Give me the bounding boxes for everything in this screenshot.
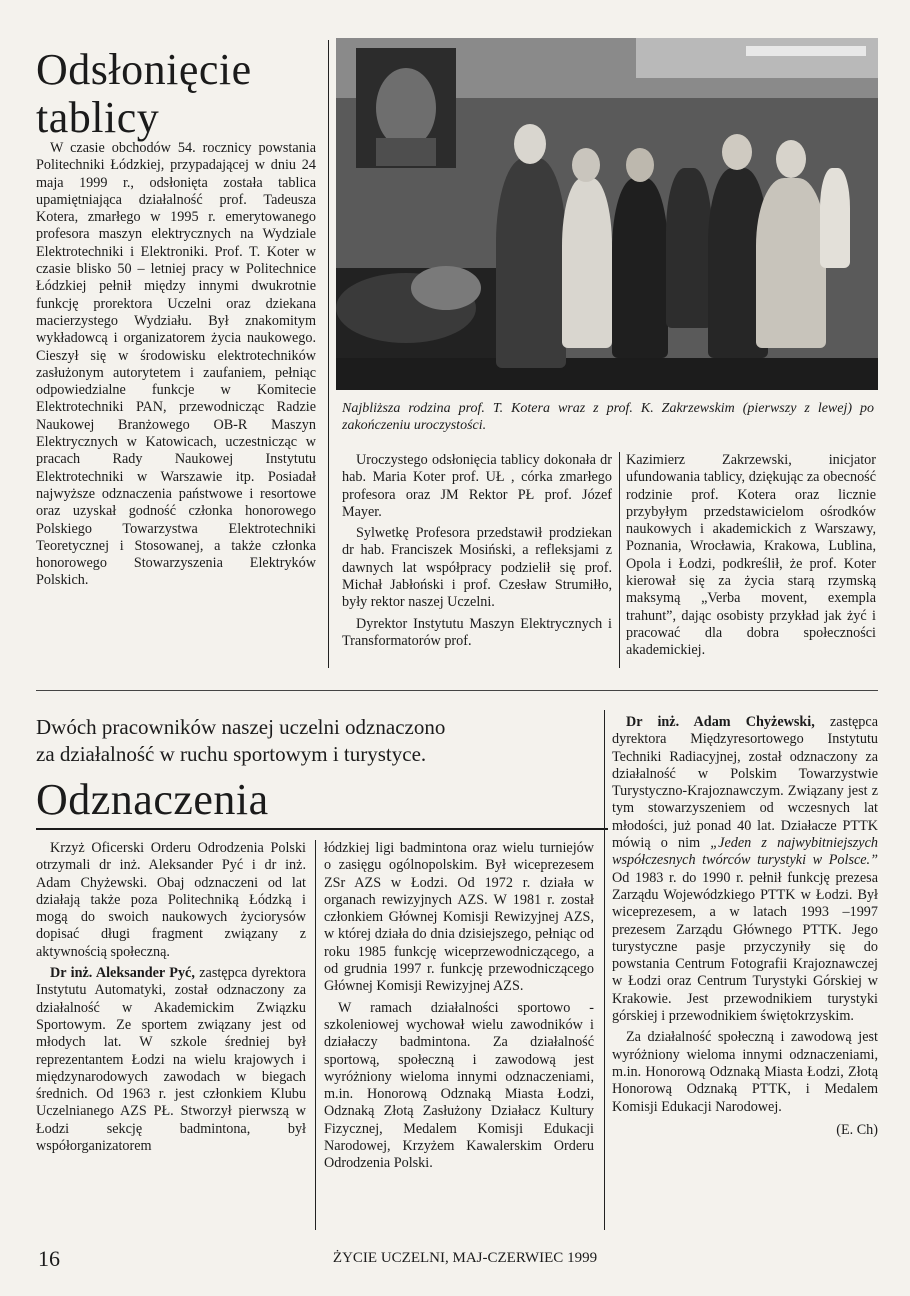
photo-caption: Najbliższa rodzina prof. T. Kotera wraz z prof. K. Zakrzewskim (pierwszy z lewej) po zakończeniu uroczystości. — [342, 401, 874, 433]
article2-col2-p1: łódzkiej ligi badmintona oraz wielu turniejów o zasięgu ogólnopolskim. Był wiceprezesem ZSr AZS w Łodzi. Od 1972 r. działa w organach rewizyjnych AZS. W 1981 r. został członkiem Głównej Komisji Rewizyjnej AZS, w której działa do dnia dzisiejszego, pełniąc od roku 1985 funkcję wiceprzewodniczącego, a od grudnia 1997 r. funkcję przewodniczącego Głównej Komisji Rewizyjnej AZS. — [324, 840, 594, 995]
column-divider — [315, 840, 316, 1230]
ceremony-photo — [336, 38, 878, 390]
person-figure — [612, 178, 668, 358]
column-divider — [619, 452, 620, 668]
person-figure — [756, 178, 826, 348]
journal-name: ŻYCIE UCZELNI, — [332, 1250, 449, 1266]
article1-col3-text: Kazimierz Zakrzewski, inicjator ufundowania tablicy, dziękując za obecność rodzinie prof. Kotera oraz licznie przybyłym przedstawicielom ośrodków naukowych i akademickich z Warszawy, Poznania, Wrocławia, Krakowa, Lublina, Opola i Łodzi, podkreślił, że prof. Koter kierował się za życia starą rzymską maksymą „Verba movent, exempla trahunt”, dając osobisty przykład jak żyć i pracować dla dobra społeczności akademickiej. — [626, 452, 876, 659]
article2-column-1 — [36, 840, 306, 1230]
article2-column-2 — [324, 840, 594, 1230]
article2-lead-line2: za działalność w ruchu sportowym i turystyce. — [36, 742, 427, 766]
article2-col3-p2: Za działalność społeczną i zawodową jest wyróżniony wieloma innymi odznaczeniami, m.in. Honorową Odznaką Miasta Łodzi, Złotą Honorową Odznaką PTTK, i Medalem Komisji Edukacji Narodowej. — [612, 1029, 878, 1115]
article1-title-line1: Odsłonięcie — [36, 45, 252, 94]
article2-col2-p2: W ramach działalności sportowo - szkoleniowej wychował wielu zawodników i działaczy badmintona. Za działalność sportową, społeczną i zawodową jest wyróżniony wieloma innymi odznaczeniami, m.in. Honorową Odznaką Miasta Łodzi, Odznaką Złotą Zasłużony Działacz Kultury Fizycznej, Medalem Komisji Edukacji Narodowej, Krzyżem Kawalerskim Orderu Odrodzenia Polski. — [324, 999, 594, 1172]
journal-issue: MAJ-CZERWIEC 1999 — [452, 1250, 598, 1266]
article2-col1-p2: zastępca dyrektora Instytutu Automatyki, został odznaczony za działalność w Akademickim Związku Sportowym. Ze sportem związany jest od młodych lat. W szkole średniej był reprezentantem Łodzi na wielu krajowych i międzynarodowych zawodach w biegach średnich. Od 1963 r. jest członkiem Klubu Uczelnianego AZS PŁ. Stworzył pierwszą w Łodzi sekcję badmintona, był współorganizatorem — [36, 965, 306, 1155]
person-head — [514, 124, 546, 164]
article2-title: Odznaczenia — [36, 775, 269, 824]
article1-title — [36, 46, 326, 142]
person-figure — [820, 168, 850, 268]
page-number: 16 — [38, 1246, 60, 1271]
person-name-pyc: Dr inż. Aleksander Pyć, — [50, 965, 195, 982]
article1-column-2 — [342, 452, 612, 668]
signature: (E. Ch) — [836, 1121, 878, 1138]
article2-col3-p1b: Od 1983 r. do 1990 r. pełnił funkcję prezesa Zarządu Wojewódzkiego PTTK w Łodzi. Był wiceprezesem, a w latach 1993 –1997 prezesem Zarządu Głównego PTTK. Jego turystyczne pasje przyczyniły się do powstania Centrum Fotografii Krajoznawczej w Łodzi oraz Centrum Turystyki Górskiej w Krakowie. Jest przewodnikiem turystyki górskiej i przewodnikiem świętokrzyskim. — [612, 869, 878, 1025]
person-head — [626, 148, 654, 182]
article1-column-1 — [36, 140, 316, 668]
person-head — [722, 134, 752, 170]
person-head — [776, 140, 806, 178]
title-underline — [36, 828, 608, 830]
article1-column-3 — [626, 452, 876, 668]
article2-col1-p1: Krzyż Oficerski Orderu Odrodzenia Polski otrzymali dr inż. Aleksander Pyć i dr inż. Adam Chyżewski. Obaj odznaczeni od lat działają także poza Politechniką Łódzką i mogą do swoich naukowych życiorysów dopisać długi fragment związany z aktywnością społeczną. — [36, 840, 306, 960]
article1-col2-p1: Uroczystego odsłonięcia tablicy dokonała dr hab. Maria Koter prof. UŁ , córka zmarłego profesora oraz JM Rektor PŁ prof. Józef Mayer. — [342, 452, 612, 520]
article1-title-line2: tablicy — [36, 93, 160, 142]
article-odznaczenia — [0, 700, 910, 1240]
person-figure — [562, 178, 612, 348]
article1-col1-text: W czasie obchodów 54. rocznicy powstania Politechniki Łódzkiej, przypadającej w dniu 24 maja 1999 r., odsłonięta została tablica upamiętniająca działalność prof. Tadeusza Kotera, zmarłego w 1995 r. emerytowanego profesora maszyn elektrycznych na Wydziale Elektrotechniki i Elektroniki. Prof. T. Koter w czasie blisko 50 – letniej pracy w Politechnice Łódzkiej pełnił między innymi dwukrotnie funkcję prorektora Uczelni oraz dziekana macierzystego Wydziału. Był znakomitym wykładowcą i organizatorem życia naukowego. Cieszył się w środowisku elektrotechników zasłużonym autorytetem i zaufaniem, pełniąc odpowiedzialne funkcje w Komitecie Elektrotechniki PAN, przewodnicząc Radzie Naukowej Branżowego OB-R Maszyn Elektrycznych w Katowicach, uczestnicząc w pracach Rady Naukowej Instytutu Elektrotechniki w Warszawie itp. Posiadał najwyższe odznaczenia państwowe i resortowe oraz uzyskał godność członka honorowego Polskiego Towarzystwa Elektrotechniki Teoretycznej i Stosowanej, a także członka honorowego Stowarzyszenia Elektryków Polskich. — [36, 140, 316, 589]
person-figure — [496, 158, 566, 368]
article2-col3-quote: „Jeden z najwybitniejszych współczesnych twórców turystyki w Polsce.” — [612, 835, 878, 869]
person-figure — [666, 168, 712, 328]
section-separator — [36, 690, 878, 691]
column-divider — [604, 710, 605, 1230]
article1-col2-p3: Dyrektor Instytutu Maszyn Elektrycznych i Transformatorów prof. — [342, 615, 612, 649]
article2-lead-line1: Dwóch pracowników naszej uczelni odznaczono — [36, 715, 446, 739]
article2-col3-p1a: zastępca dyrektora Międzyresortowego Instytutu Techniki Radiacyjnej, został odznaczony za działalność w Polskim Towarzystwie Turystyczno-Krajoznawczym. Związany jest z tym stowarzyszeniem od wczesnych lat młodości, już ponad 40 lat. Działacze PTTK mówią o nim — [612, 714, 878, 852]
article2-column-3 — [612, 714, 878, 1234]
running-footer — [300, 1250, 630, 1267]
column-divider — [328, 40, 329, 668]
article2-lead — [36, 714, 606, 768]
article1-col2-p2: Sylwetkę Profesora przedstawił prodziekan dr hab. Franciszek Mosiński, a refleksjami z dawnych lat współpracy podzielił się prof. Michał Jabłoński i prof. Czesław Strumiłło, były rektor naszej Uczelni. — [342, 525, 612, 611]
person-head — [572, 148, 600, 182]
person-name-chyzewski: Dr inż. Adam Chyżewski, — [626, 714, 815, 730]
